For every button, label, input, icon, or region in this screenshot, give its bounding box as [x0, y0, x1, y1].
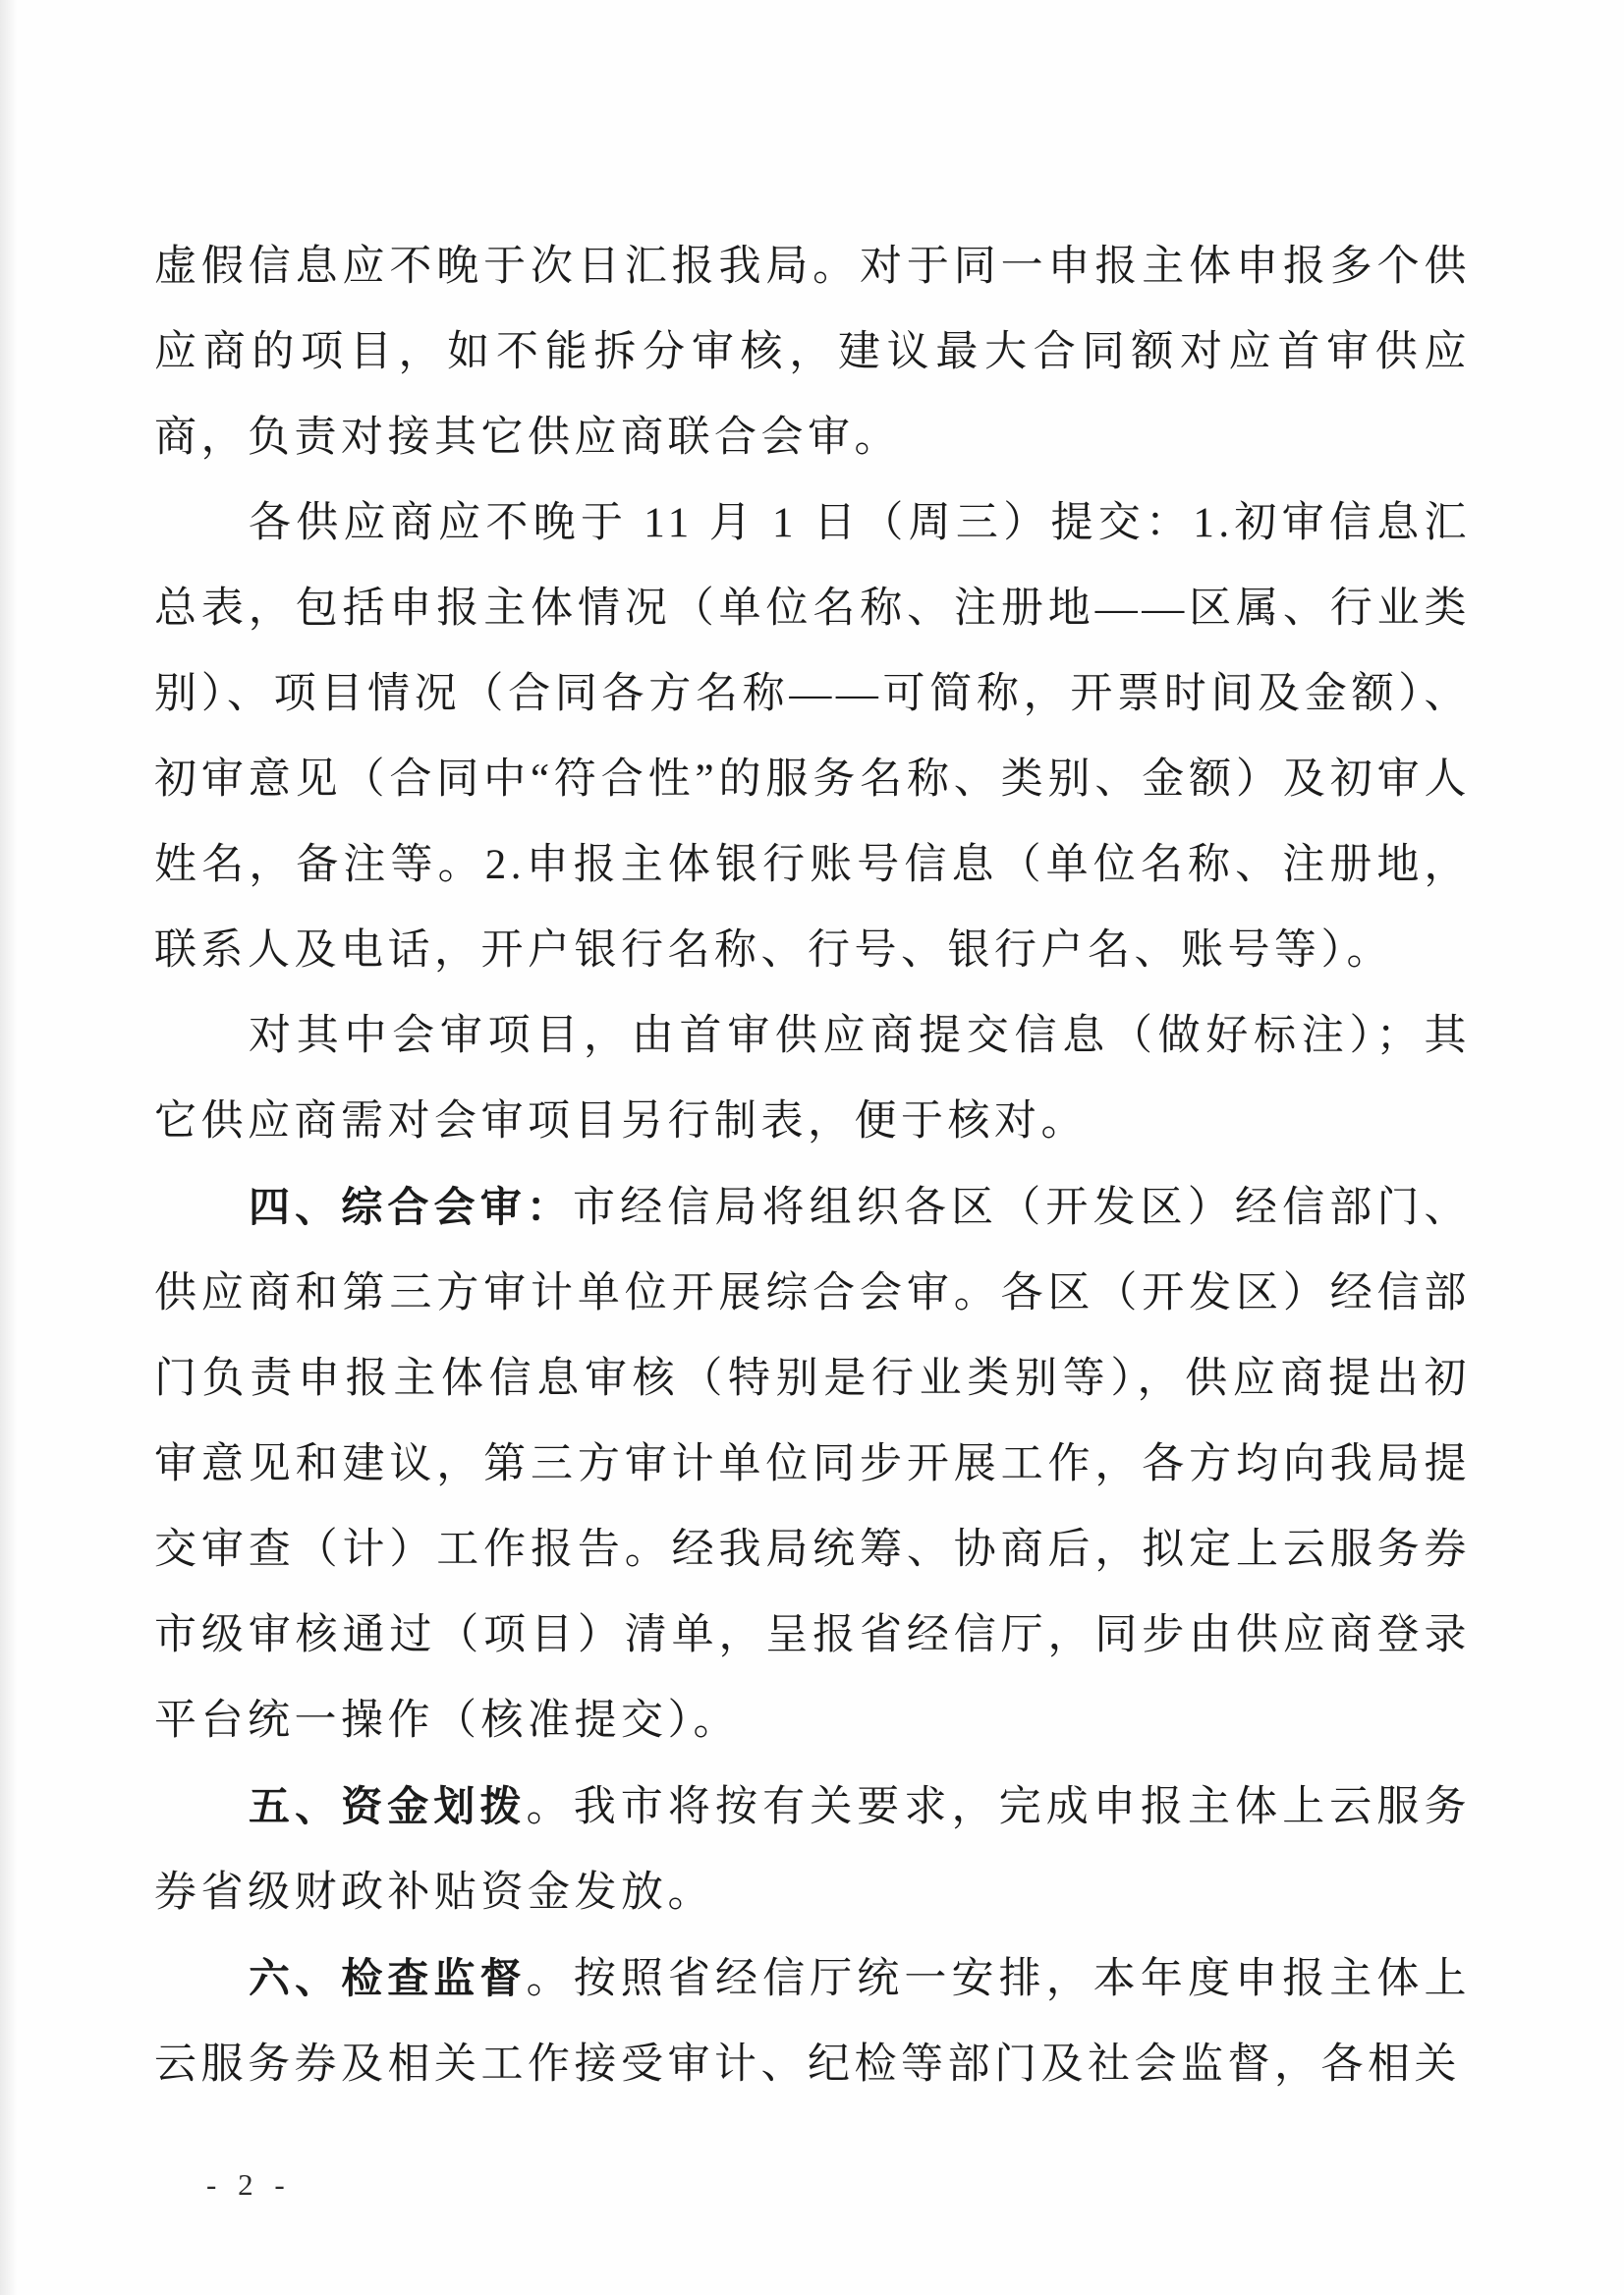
section-heading: 五、资金划拨 — [249, 1783, 527, 1829]
paragraph — [154, 1763, 1471, 1935]
body-text: 市经信局将组织各区（开发区）经信部门、供应商和第三方审计单位开展综合会审。各区（开发区）经信部门负责申报主体信息审核（特别是行业类别等），供应商提出初审意见和建议，第三方审计单位同步开展工作，各方均向我局提交审查（计）工作报告。经我局统筹、协商后，拟定上云服务券市级审核通过（项目）清单，呈报省经信厅，同步由供应商登录平台统一操作（核准提交）。 — [154, 1185, 1471, 1744]
paragraph — [154, 480, 1471, 993]
page-number: - 2 - — [206, 2167, 292, 2202]
paragraph — [154, 1935, 1471, 2107]
paragraph — [154, 224, 1471, 480]
body-text: 。我市将按有关要求，完成申报主体上云服务券省级财政补贴资金发放。 — [154, 1784, 1471, 1916]
body-text: 。按照省经信厅统一安排，本年度申报主体上云服务券及相关工作接受审计、纪检等部门及社会监督，各相关 — [154, 1956, 1471, 2088]
section-heading: 四、综合会审： — [249, 1184, 573, 1230]
section-heading: 六、检查监督 — [249, 1955, 527, 2001]
document-body — [154, 224, 1471, 2107]
paragraph — [154, 1164, 1471, 1763]
body-text: 虚假信息应不晚于次日汇报我局。对于同一申报主体申报多个供应商的项目，如不能拆分审核，建议最大合同额对应首审供应商，负责对接其它供应商联合会审。 — [154, 244, 1471, 461]
body-text: 对其中会审项目，由首审供应商提交信息（做好标注）；其它供应商需对会审项目另行制表，便于核对。 — [154, 1013, 1471, 1145]
paragraph — [154, 993, 1471, 1164]
body-text: 各供应商应不晚于 11 月 1 日（周三）提交：1.初审信息汇总表，包括申报主体情况（单位名称、注册地——区属、行业类别）、项目情况（合同各方名称——可简称，开票时间及金额）、初审意见（合同中“符合性”的服务名称、类别、金额）及初审人姓名，备注等。2.申报主体银行账号信息（单位名称、注册地，联系人及电话，开户银行名称、行号、银行户名、账号等）。 — [154, 500, 1471, 974]
